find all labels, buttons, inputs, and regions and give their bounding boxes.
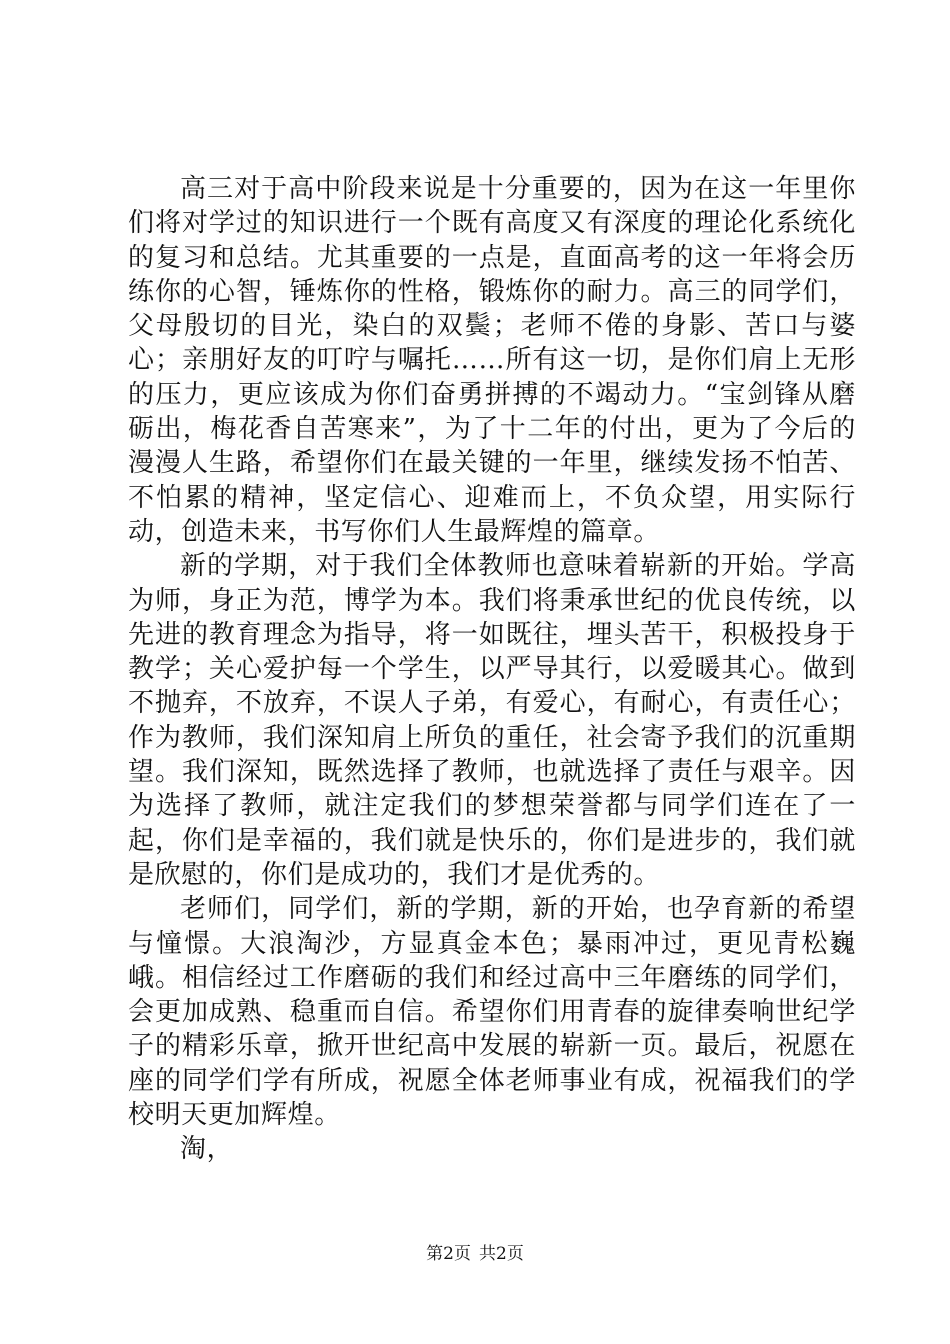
page-number-current: 第2页 [426,1244,471,1264]
paragraph-closing-wishes: 老师们，同学们，新的学期，新的开始，也孕育新的希望与憧憬。大浪淘沙，方显真金本色；暴雨冲过，更见青松巍峨。相信经过工作磨砺的我们和经过高中三年磨练的同学们，会更加成熟、稳重而自信。希望你们用青春的旋律奏响世纪学子的精彩乐章，掀开世纪高中发展的崭新一页。最后，祝愿在座的同学们学有所成，祝愿全体老师事业有成，祝福我们的学校明天更加辉煌。 [128,894,856,1131]
page-number-total: 共2页 [479,1244,524,1264]
document-body [128,172,856,1167]
paragraph-new-semester-teachers: 新的学期，对于我们全体教师也意味着崭新的开始。学高为师，身正为范，博学为本。我们将秉承世纪的优良传统，以先进的教育理念为指导，将一如既往，埋头苦干，积极投身于教学；关心爱护每一个学生，以严导其行，以爱暖其心。做到不抛弃，不放弃，不误人子弟，有爱心，有耐心，有责任心；作为教师，我们深知肩上所负的重任，社会寄予我们的沉重期望。我们深知，既然选择了教师，也就选择了责任与艰辛。因为选择了教师，就注定我们的梦想荣誉都与同学们连在了一起，你们是幸福的，我们就是快乐的，你们是进步的，我们就是欣慰的，你们是成功的，我们才是优秀的。 [128,551,856,890]
paragraph-fragment: 淘， [180,1134,234,1165]
paragraph-senior-year: 高三对于高中阶段来说是十分重要的，因为在这一年里你们将对学过的知识进行一个既有高度又有深度的理论化系统化的复习和总结。尤其重要的一点是，直面高考的这一年将会历练你的心智，锤炼你的性格，锻炼你的耐力。高三的同学们，父母殷切的目光，染白的双鬓；老师不倦的身影、苦口与婆心；亲朋好友的叮咛与嘱托……所有这一切，是你们肩上无形的压力，更应该成为你们奋勇拼搏的不竭动力。“宝剑锋从磨砺出，梅花香自苦寒来”，为了十二年的付出，更为了今后的漫漫人生路，希望你们在最关键的一年里，继续发扬不怕苦、不怕累的精神，坚定信心、迎难而上，不负众望，用实际行动，创造未来，书写你们人生最辉煌的篇章。 [128,174,856,547]
page-footer [0,1243,950,1265]
